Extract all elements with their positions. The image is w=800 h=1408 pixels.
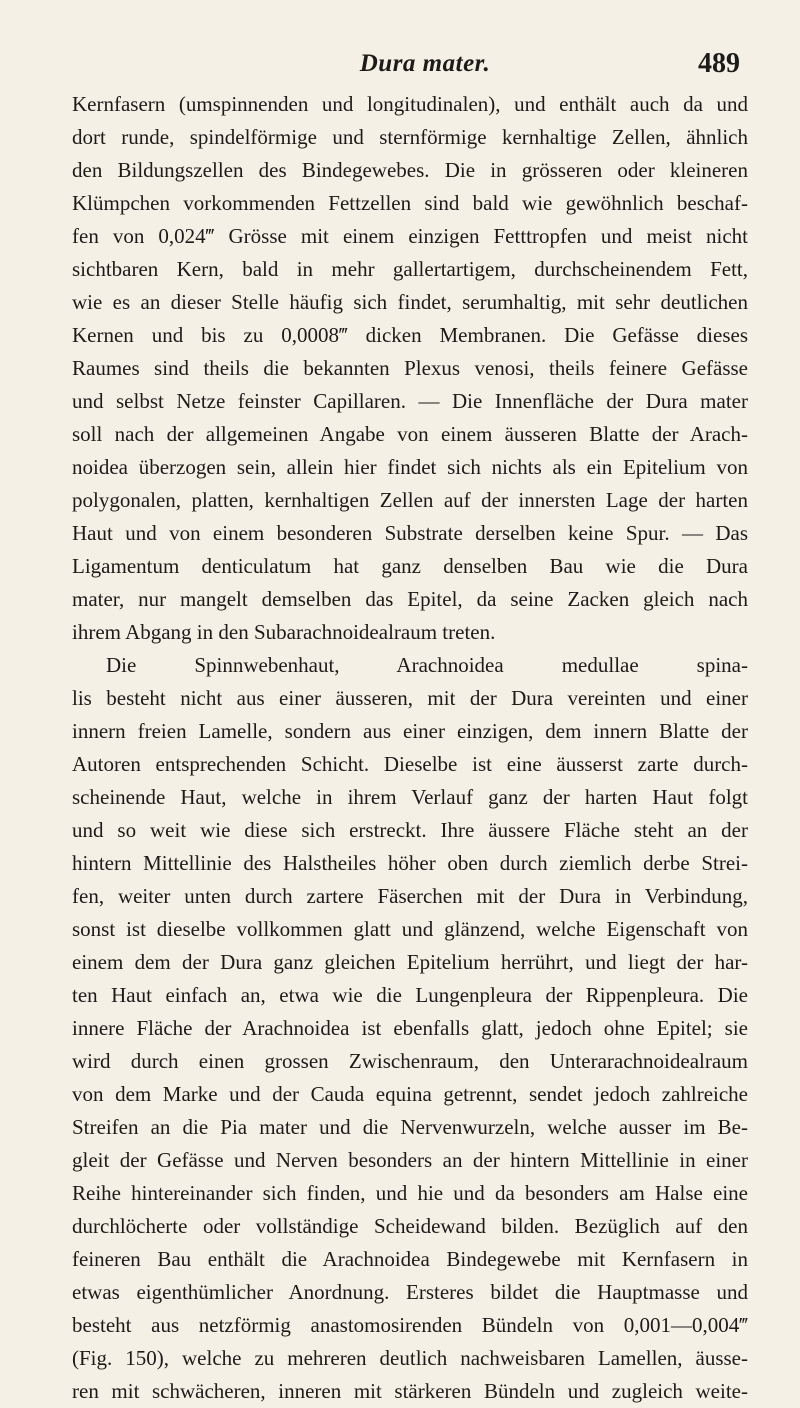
text-line: und so weit wie diese sich erstreckt. Ihre äussere Fläche steht an der xyxy=(72,818,748,842)
text-line: scheinende Haut, welche in ihrem Verlauf ganz der harten Haut folgt xyxy=(72,785,748,809)
text-line: von dem Marke und der Cauda equina getrennt, sendet jedoch zahlreiche xyxy=(72,1082,748,1106)
text-line: sonst ist dieselbe vollkommen glatt und glänzend, welche Eigenschaft von xyxy=(72,917,748,941)
text-line: den Bildungszellen des Bindegewebes. Die in grösseren oder kleineren xyxy=(72,158,748,182)
text-line: Kernfasern (umspinnenden und longitudinalen), und enthält auch da und xyxy=(72,92,748,116)
text-line: Streifen an die Pia mater und die Nervenwurzeln, welche ausser im Be- xyxy=(72,1115,748,1139)
text-line: und selbst Netze feinster Capillaren. — Die Innenfläche der Dura mater xyxy=(72,389,748,413)
text-line: innere Fläche der Arachnoidea ist ebenfalls glatt, jedoch ohne Epitel; sie xyxy=(72,1016,748,1040)
text-line: gleit der Gefässe und Nerven besonders an der hintern Mittellinie in einer xyxy=(72,1148,748,1172)
text-line: Kernen und bis zu 0,0008‴ dicken Membranen. Die Gefässe dieses xyxy=(72,323,748,347)
text-line: noidea überzogen sein, allein hier findet sich nichts als ein Epitelium von xyxy=(72,455,748,479)
text-line: (Fig. 150), welche zu mehreren deutlich nachweisbaren Lamellen, äusse- xyxy=(72,1346,748,1370)
text-line: soll nach der allgemeinen Angabe von einem äusseren Blatte der Arach- xyxy=(72,422,748,446)
text-line: Ligamentum denticulatum hat ganz denselben Bau wie die Dura xyxy=(72,554,748,578)
page-number: 489 xyxy=(698,48,740,79)
text-line: Autoren entsprechenden Schicht. Dieselbe ist eine äusserst zarte durch- xyxy=(72,752,748,776)
text-line: wird durch einen grossen Zwischenraum, den Unterarachnoidealraum xyxy=(72,1049,748,1073)
text-line: ren mit schwächeren, inneren mit stärkeren Bündeln und zugleich weite- xyxy=(72,1379,748,1403)
text-line: ten Haut einfach an, etwa wie die Lungenpleura der Rippenpleura. Die xyxy=(72,983,748,1007)
running-title: Dura mater. xyxy=(359,50,491,77)
text-line: Die Spinnwebenhaut, Arachnoidea medullae spina- xyxy=(106,653,748,677)
text-line: dort runde, spindelförmige und sternförmige kernhaltige Zellen, ähnlich xyxy=(72,125,748,149)
text-line: einem dem der Dura ganz gleichen Epitelium herrührt, und liegt der har- xyxy=(72,950,748,974)
text-line: mater, nur mangelt demselben das Epitel, da seine Zacken gleich nach xyxy=(72,587,748,611)
text-line: ihrem Abgang in den Subarachnoidealraum treten. xyxy=(72,620,496,644)
text-line: etwas eigenthümlicher Anordnung. Ersteres bildet die Hauptmasse und xyxy=(72,1280,748,1304)
body-text xyxy=(72,88,748,1408)
text-line: Raumes sind theils die bekannten Plexus venosi, theils feinere Gefässe xyxy=(72,356,748,380)
text-line: besteht aus netzförmig anastomosirenden Bündeln von 0,001—0,004‴ xyxy=(72,1313,748,1337)
text-line: Reihe hintereinander sich finden, und hie und da besonders am Halse eine xyxy=(72,1181,748,1205)
text-line: fen, weiter unten durch zartere Fäserchen mit der Dura in Verbindung, xyxy=(72,884,748,908)
text-line: durchlöcherte oder vollständige Scheidewand bilden. Bezüglich auf den xyxy=(72,1214,748,1238)
text-line: wie es an dieser Stelle häufig sich findet, serumhaltig, mit sehr deutlichen xyxy=(72,290,748,314)
text-line: feineren Bau enthält die Arachnoidea Bindegewebe mit Kernfasern in xyxy=(72,1247,748,1271)
text-line: Haut und von einem besonderen Substrate derselben keine Spur. — Das xyxy=(72,521,748,545)
text-line: innern freien Lamelle, sondern aus einer einzigen, dem innern Blatte der xyxy=(72,719,748,743)
text-line: polygonalen, platten, kernhaltigen Zellen auf der innersten Lage der harten xyxy=(72,488,748,512)
text-line: hintern Mittellinie des Halstheiles höher oben durch ziemlich derbe Strei- xyxy=(72,851,748,875)
page-header xyxy=(110,50,740,90)
text-line: sichtbaren Kern, bald in mehr gallertartigem, durchscheinendem Fett, xyxy=(72,257,748,281)
text-line: Klümpchen vorkommenden Fettzellen sind bald wie gewöhnlich beschaf- xyxy=(72,191,748,215)
text-line: lis besteht nicht aus einer äusseren, mit der Dura vereinten und einer xyxy=(72,686,748,710)
text-line: fen von 0,024‴ Grösse mit einem einzigen Fetttropfen und meist nicht xyxy=(72,224,748,248)
